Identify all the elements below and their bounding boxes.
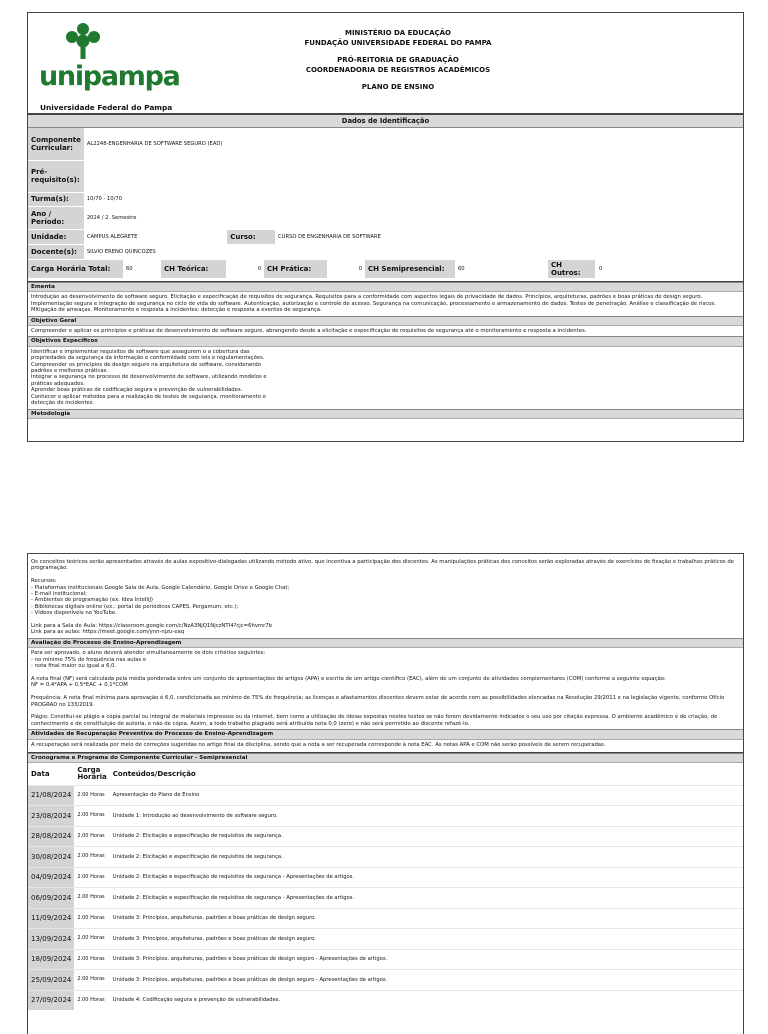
ch-outros-label: CH Outros: [548,260,595,278]
col-data-header: Data [28,763,74,785]
row-content: Unidade 4: Codificação segura e prevenção de vulnerabilidades. [110,990,743,1010]
row-hours: 2.00 Horas [74,949,109,970]
docente-label: Docente(s): [28,244,84,259]
identification-section [28,114,743,278]
table-row [28,785,743,806]
row-hours: 2.00 Horas [74,847,109,868]
row-content: Unidade 2: Elicitação e especificação de requisitos de segurança - Apresentações de artigos. [110,888,743,909]
ementa-section [28,281,743,316]
row-date: 13/09/2024 [28,929,74,950]
unipampa-logo [38,23,178,111]
col-carga-header: Carga Horária [74,763,109,785]
row-date: 06/09/2024 [28,888,74,909]
table-row [28,847,743,868]
avaliacao-section [28,638,743,729]
objetivo-geral-title: Objetivo Geral [28,316,743,326]
ano-periodo-value: 2024 / 2. Semestre [84,206,743,229]
ano-periodo-label: Ano / Período: [28,206,84,229]
objetivos-especificos-text: Identificar e implementar requisitos de software que assegurem o a cobertura das propriedades da segurança da informação e conformidade com leis e regulamentações. Compreender os princípios de design seguro na arquitetura de software, considerando padrões e melhores práticas. Integrar a segurança no processo de desenvolvimento de software, utilizando modelos e práticas adequados. Aprender boas práticas de codificação segura e prevenção de vulnerabilidades. Conhecer e aplicar métodos para a realização de testes de segurança, monitoramento e detecção de incidentes. [31,348,267,407]
tree-logo-icon [58,23,108,61]
unidade-label: Unidade: [28,229,84,244]
objetivo-geral-section [28,316,743,337]
table-row [28,806,743,827]
recuperacao-section [28,729,743,750]
row-hours: 2.00 Horas [74,806,109,827]
prereq-label: Pré-requisito(s): [28,160,84,192]
row-hours: 2.00 Horas [74,908,109,929]
componente-value: AL2248-ENGENHARIA DE SOFTWARE SEGURO (EAD) [86,140,223,147]
recuperacao-title: Atividades de Recuperação Preventiva do Processo de Ensino-Aprendizagem [28,729,743,739]
ch-semipresencial-value: 60 [458,266,465,272]
table-row [28,908,743,929]
identification-table [28,128,743,259]
document-header [28,13,743,114]
turma-label: Turma(s): [28,192,84,206]
metodologia-title: Metodologia [28,409,743,419]
table-row [28,929,743,950]
ch-pratica-label: CH Prática: [264,260,327,278]
row-date: 18/09/2024 [28,949,74,970]
row-content: Unidade 2: Elicitação e especificação de requisitos de segurança - Apresentações de artigos. [110,867,743,888]
table-row [28,970,743,991]
curso-label: Curso: [227,229,275,244]
row-content: Unidade 2: Elicitação e especificação de requisitos de segurança. [110,847,743,868]
curso-value: CURSO DE ENGENHARIA DE SOFTWARE [275,229,743,244]
table-row [28,990,743,1010]
avaliacao-title: Avaliação do Processo de Ensino-Aprendizagem [28,638,743,648]
metodologia-section [28,554,743,638]
objetivos-especificos-title: Objetivos Específicos [28,336,743,346]
table-row [28,867,743,888]
ementa-text: Introdução ao desenvolvimento de software seguro. Elicitação e especificação de requisitos de segurança. Requisitos para a conformidade com aspectos legais de privacidade de dados. Princípios, arquiteturas, padrões e boas práticas de design seguro. Implementação segura e integração de segurança no ciclo de vida do software. Autenticação, autorização e controle de acesso. Segurança na comunicação, processamento e armazenamento de dados. Testes de penetração. Análise e classificação de riscos. Mitigação de ameaças. Monitoramento e resposta a incidentes: detecção e resposta a eventos de segurança. [31,294,716,314]
row-hours: 2.00 Horas [74,888,109,909]
logo-subtitle: Universidade Federal do Pampa [40,103,173,112]
title-pro-reitoria: PRÓ-REITORIA DE GRADUAÇÃO [337,56,459,65]
metodologia-text: Os conceitos teóricos serão apresentados através de aulas expositivo-dialogadas utilizando método ativo, que incentiva a participação dos discentes. As manipulações práticas dos conceitos serão exploradas através de exercícios de fixação e trabalhos práticos de programação. Recursos: - Plataformas institucionais Google Sala de Aula, Google Calendário, Google Drive e Google Chat; - E-mail institucional; - Ambientes de programação (ex. Idea IntelliJ) - Bibliotecas digitais online (ex.: portal de periódicos CAPES, Pergamum, etc.); - Vídeos disponíveis no YouTube. Link para a Sala de Aula: https://classroom.google.com/c/NzA3NjQ1NjczNTI4?cjc=6hvmr7b Link para as aulas: https://meet.google.com/ynn-njzu-eaq [31,559,734,636]
ch-total-value: 60 [126,266,133,272]
logo-wordmark: unipampa [39,61,180,92]
row-hours: 2.00 Horas [74,929,109,950]
row-hours: 2.00 Horas [74,970,109,991]
row-content: Unidade 1: Introdução ao desenvolvimento de software seguro. [110,806,743,827]
plano-ensino-page-2 [27,553,744,1034]
row-date: 30/08/2024 [28,847,74,868]
ch-teorica-label: CH Teórica: [161,260,226,278]
turma-value: 10/70 - 10/70 [84,192,743,206]
row-date: 04/09/2024 [28,867,74,888]
col-conteudo-header: Conteúdos/Descrição [110,763,743,785]
table-row [28,949,743,970]
plano-ensino-page-1 [27,12,744,442]
cronograma-section [28,752,743,1010]
objetivos-especificos-section [28,336,743,408]
prereq-value [84,160,743,192]
row-date: 27/09/2024 [28,990,74,1010]
docente-value: SILVIO ERENO QUINCOZES [84,244,743,259]
row-date: 28/08/2024 [28,826,74,847]
cronograma-table [28,763,743,1010]
row-content: Unidade 3: Princípios, arquiteturas, padrões e boas práticas de design seguro - Apresentações de artigos. [110,949,743,970]
cronograma-title: Cronograma e Programa do Componente Curricular - Semipresencial [28,753,743,763]
title-ministerio: MINISTÉRIO DA EDUCAÇÃO [344,29,451,37]
title-coordenadoria: COORDENADORIA DE REGISTROS ACADÊMICOS [305,65,491,74]
title-fundacao: FUNDAÇÃO UNIVERSIDADE FEDERAL DO PAMPA [304,38,492,47]
table-row [28,888,743,909]
carga-horaria-table [28,260,743,278]
title-plano-de-ensino: PLANO DE ENSINO [361,83,435,92]
avaliacao-text: Para ser aprovado, o aluno deverá atender simultaneamente os dois critérios seguintes: - no mínimo 75% de frequência nas aulas e - nota final maior ou igual a 6,0. A nota final (NF) será calculada pela média ponderada entre um conjunto de apresentações de artigos (APA) e escrita de um artigo científico (EAC), além de um conjunto de atividades complementares (COM) conforme a seguinte equação: NF = 0,4*APA + 0,5*EAC + 0,1*COM Frequência: A nota final mínima para aprovação é 6,0, condicionada ao mínimo de 75% de frequência; as licenças e afastamentos discentes devem estar de acordo com as possibilidades elencadas na Resolução 29/2011 e na legislação vigente, conforme Ofício PROGRAD no 133/2019. Plágio: Constitui-se plágio a cópia parcial ou integral de materiais impressos ou da internet, bem como a utilização de ideias expostas nestes textos se não forem devidamente indicados o seu uso por citação expressa. O ambiente acadêmico é de criação, de conhecimento e de constituição de autoria, e não de cópia. Assim, a todo trabalho plagiado será atribuída nota 0,0 (zero) e não será permitido ao discente refazê-lo. [31,650,725,727]
row-content: Unidade 3: Princípios, arquiteturas, padrões e boas práticas de design seguro. [110,908,743,929]
row-date: 23/08/2024 [28,806,74,827]
row-date: 21/08/2024 [28,785,74,806]
ch-outros-value: 0 [599,266,603,272]
ementa-title: Ementa [28,282,743,292]
recuperacao-text: A recuperação será realizada por meio de correções sugeridas no artigo final da disciplina, sendo que a nota a ser recuperada corresponde à nota EAC. As notas APA e COM não serão possíveis de serem recuperadas. [31,741,606,748]
ch-pratica-value: 0 [358,266,362,272]
ch-semipresencial-label: CH Semipresencial: [365,260,455,278]
metodologia-heading-section [28,409,743,419]
row-date: 25/09/2024 [28,970,74,991]
header-titles [248,29,548,93]
row-content: Apresentação do Plano de Ensino [110,785,743,806]
unidade-value: CAMPUS ALEGRETE [84,229,227,244]
row-date: 11/09/2024 [28,908,74,929]
row-content: Unidade 2: Elicitação e especificação de requisitos de segurança. [110,826,743,847]
row-hours: 2.00 Horas [74,867,109,888]
ch-teorica-value: 0 [257,266,261,272]
identification-title: Dados de Identificação [28,115,743,128]
row-hours: 2.00 Horas [74,990,109,1010]
row-hours: 2.00 Horas [74,785,109,806]
row-hours: 2.00 Horas [74,826,109,847]
ch-total-label: Carga Horária Total: [28,260,123,278]
row-content: Unidade 3: Princípios, arquiteturas, padrões e boas práticas de design seguro - Apresentações de artigos. [110,970,743,991]
table-row [28,826,743,847]
componente-label: Componente Curricular: [28,128,84,160]
row-content: Unidade 3: Princípios, arquiteturas, padrões e boas práticas de design seguro. [110,929,743,950]
objetivo-geral-text: Compreender e aplicar os princípios e práticas de desenvolvimento de software seguro, abrangendo desde a elicitação e especificação de requisitos de segurança até o monitoramento e resposta a incidentes. [31,328,587,335]
